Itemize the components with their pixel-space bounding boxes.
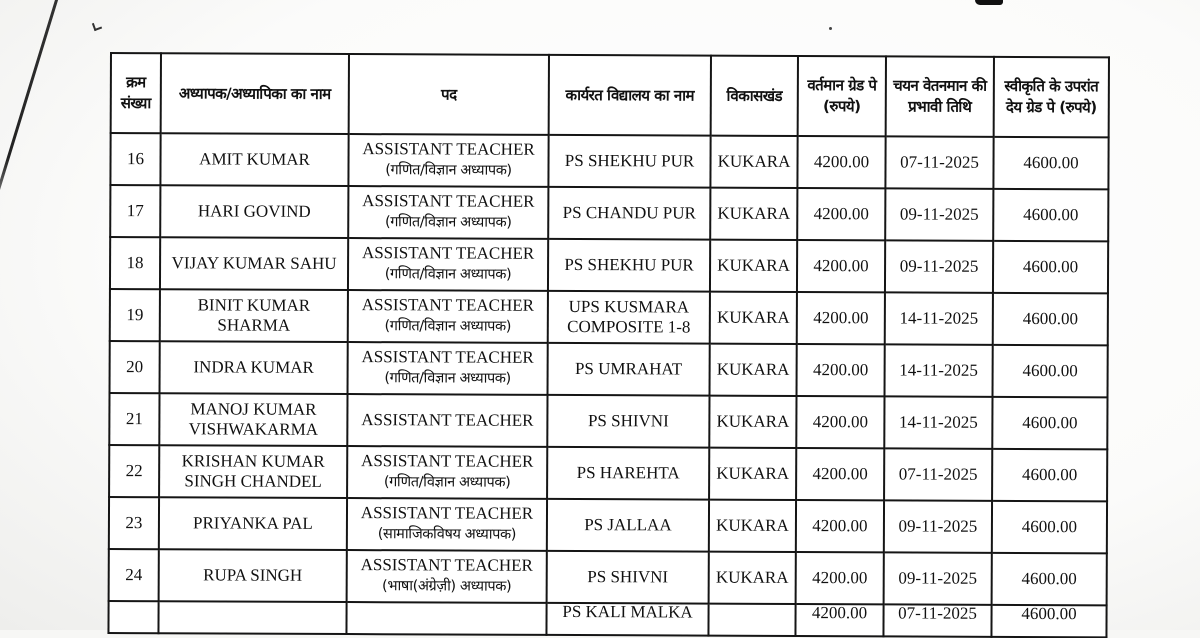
block-name: KUKARA	[710, 344, 797, 396]
ink-mark	[975, 0, 1003, 5]
serial-number: 21	[109, 393, 159, 445]
teacher-name: KRISHAN KUMAR SINGH CHANDEL	[159, 445, 347, 498]
table-row-partial	[108, 601, 1106, 637]
post-cell	[348, 186, 548, 239]
post-cell	[347, 394, 547, 447]
effective-date: 09-11-2025	[884, 552, 992, 604]
school-name: PS UMRAHAT	[548, 343, 710, 396]
post-cell	[348, 134, 548, 187]
table-row	[110, 133, 1108, 189]
teacher-name: AMIT KUMAR	[160, 133, 348, 186]
effective-date: 14-11-2025	[885, 292, 993, 344]
post-subject: (गणित/विज्ञान अध्यापक)	[384, 266, 512, 283]
serial-number: 23	[109, 497, 159, 549]
teacher-name: HARI GOVIND	[160, 185, 348, 238]
effective-date: 07-11-2025	[884, 448, 992, 500]
table-row	[109, 393, 1107, 449]
block-name: KUKARA	[709, 448, 796, 500]
header-post: पद	[349, 54, 549, 135]
table-row	[110, 185, 1108, 241]
post-subject: (गणित/विज्ञान अध्यापक)	[383, 474, 511, 491]
post-subject: (सामाजिकविषय अध्यापक)	[377, 526, 517, 543]
post-subject: (गणित/विज्ञान अध्यापक)	[384, 214, 512, 231]
teacher-name: MANOJ KUMAR VISHWAKARMA	[159, 393, 347, 446]
table-row	[110, 341, 1108, 397]
post-subject: (गणित/विज्ञान अध्यापक)	[384, 370, 511, 387]
block-name: KUKARA	[710, 292, 797, 344]
serial-number: 16	[110, 133, 160, 185]
effective-date: 07-11-2025	[885, 136, 993, 188]
table-row	[109, 549, 1107, 605]
current-grade-pay: 4200.00	[796, 552, 884, 604]
school-name: PS SHEKHU PUR	[548, 239, 710, 292]
school-name: PS HAREHTA	[547, 447, 709, 500]
current-grade-pay: 4200.00	[797, 240, 885, 292]
current-grade-pay: 4200.00	[796, 396, 884, 448]
serial-number: 19	[110, 289, 160, 341]
teacher-name: VIJAY KUMAR SAHU	[160, 237, 348, 290]
new-grade-pay: 4600.00	[992, 553, 1107, 606]
school-name: PS SHIVNI	[547, 551, 709, 604]
post-title: ASSISTANT TEACHER	[362, 139, 535, 159]
teacher-name	[158, 601, 346, 634]
new-grade-pay: 4600.00	[993, 137, 1108, 190]
serial-number: 22	[109, 445, 159, 497]
post-title: ASSISTANT TEACHER	[361, 347, 534, 367]
header-effective-date: चयन वेतनमान की प्रभावी तिथि	[886, 56, 994, 136]
teacher-name: INDRA KUMAR	[160, 341, 348, 394]
new-grade-pay: 4600.00	[993, 241, 1108, 294]
post-title: ASSISTANT TEACHER	[361, 243, 535, 263]
post-title: ASSISTANT TEACHER	[362, 191, 535, 211]
effective-date: 14-11-2025	[885, 344, 993, 396]
table-row	[109, 497, 1107, 553]
serial-number	[108, 601, 158, 633]
block-name: KUKARA	[710, 240, 797, 292]
header-current-grade-pay: वर्तमान ग्रेड पे (रुपये)	[798, 56, 886, 136]
ink-speck	[829, 27, 832, 30]
post-subject: (गणित/विज्ञान अध्यापक)	[385, 162, 512, 179]
block-name: KUKARA	[710, 136, 797, 188]
current-grade-pay: 4200.00	[795, 604, 883, 636]
effective-date: 14-11-2025	[884, 396, 992, 448]
teacher-name: BINIT KUMAR SHARMA	[160, 289, 348, 342]
block-name: KUKARA	[709, 500, 796, 552]
block-name: KUKARA	[709, 396, 796, 448]
post-cell	[348, 342, 548, 395]
serial-number: 18	[110, 237, 160, 289]
effective-date: 09-11-2025	[884, 500, 992, 552]
post-cell	[347, 446, 547, 499]
post-title: ASSISTANT TEACHER	[360, 503, 534, 523]
block-name: KUKARA	[710, 188, 797, 240]
post-title: ASSISTANT TEACHER	[361, 451, 534, 471]
current-grade-pay: 4200.00	[797, 344, 885, 396]
post-title: ASSISTANT TEACHER	[361, 295, 535, 315]
current-grade-pay: 4200.00	[796, 448, 884, 500]
post-title: ASSISTANT TEACHER	[360, 555, 533, 575]
effective-date: 09-11-2025	[885, 240, 993, 292]
school-name: UPS KUSMARA COMPOSITE 1-8	[548, 291, 710, 344]
table-header-row	[111, 53, 1109, 137]
page-edge-mark	[0, 0, 61, 230]
block-name	[708, 604, 795, 636]
post-title: ASSISTANT TEACHER	[361, 410, 534, 430]
new-grade-pay: 4600.00	[992, 501, 1107, 554]
school-name: PS KALI MALKA	[546, 603, 708, 636]
new-grade-pay: 4600.00	[992, 449, 1107, 502]
table-row	[110, 289, 1108, 345]
current-grade-pay: 4200.00	[797, 188, 885, 240]
teacher-name: RUPA SINGH	[159, 549, 347, 602]
header-serial: क्रम संख्या	[111, 53, 161, 133]
serial-number: 20	[110, 341, 160, 393]
school-name: PS JALLAA	[547, 499, 709, 552]
current-grade-pay: 4200.00	[796, 500, 884, 552]
table-row	[110, 237, 1108, 293]
serial-number: 24	[109, 549, 159, 601]
effective-date: 07-11-2025	[883, 604, 991, 636]
serial-number: 17	[110, 185, 160, 237]
effective-date: 09-11-2025	[885, 188, 993, 240]
new-grade-pay: 4600.00	[993, 293, 1108, 346]
post-subject: (भाषा(अंग्रेज़ी) अध्यापक)	[382, 578, 512, 595]
header-school: कार्यरत विद्यालय का नाम	[549, 55, 711, 136]
teacher-grade-pay-table	[107, 52, 1110, 638]
new-grade-pay: 4600.00	[993, 189, 1108, 242]
new-grade-pay: 4600.00	[992, 397, 1107, 450]
post-cell	[347, 498, 547, 551]
post-cell	[347, 550, 547, 603]
block-name: KUKARA	[709, 552, 796, 604]
school-name: PS SHEKHU PUR	[548, 135, 710, 188]
header-new-grade-pay: स्वीकृति के उपरांत देय ग्रेड पे (रुपये)	[994, 57, 1109, 138]
post-cell	[348, 290, 548, 343]
new-grade-pay: 4600.00	[993, 345, 1108, 398]
page-edge-notch	[92, 21, 102, 31]
table-row	[109, 445, 1107, 501]
current-grade-pay: 4200.00	[797, 136, 885, 188]
post-subject: (गणित/विज्ञान अध्यापक)	[384, 318, 512, 335]
current-grade-pay: 4200.00	[797, 292, 885, 344]
school-name: PS CHANDU PUR	[548, 187, 710, 240]
school-name: PS SHIVNI	[547, 395, 709, 448]
header-teacher-name: अध्यापक/अध्यापिका का नाम	[161, 53, 349, 134]
new-grade-pay: 4600.00	[991, 605, 1106, 638]
header-block: विकासखंड	[711, 56, 798, 136]
teacher-name: PRIYANKA PAL	[159, 497, 347, 550]
post-cell	[348, 238, 548, 291]
